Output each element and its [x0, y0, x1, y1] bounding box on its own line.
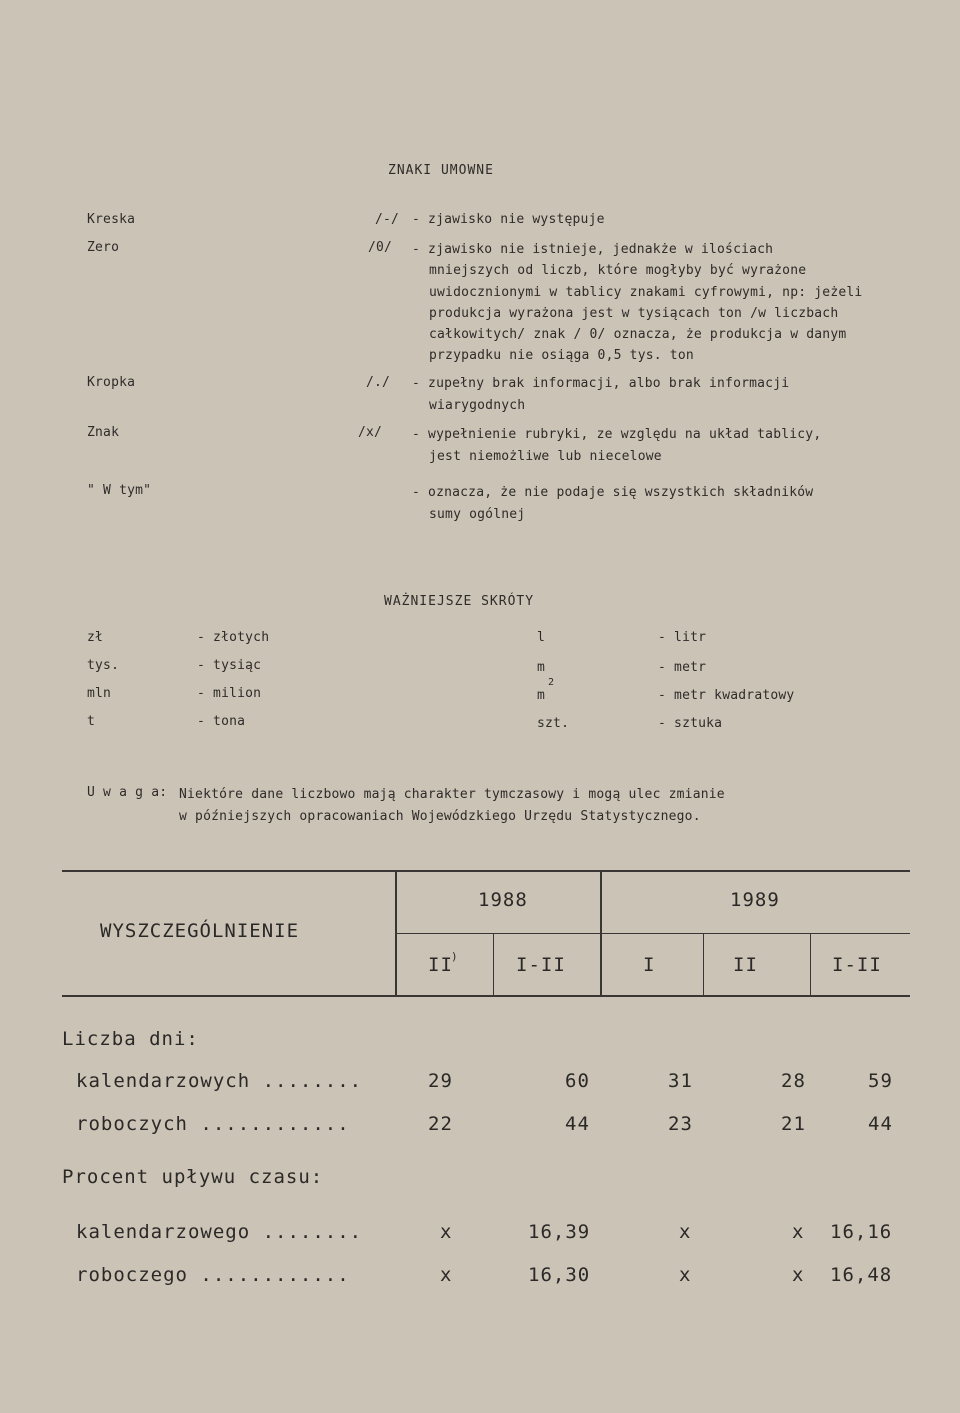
symbol-desc: przypadku nie osiąga 0,5 tys. ton: [429, 348, 694, 363]
symbol-name: Kreska: [87, 212, 136, 227]
period-footnote-mark: ): [451, 950, 458, 963]
table-cell: 59: [868, 1070, 893, 1092]
table-cell: 23: [668, 1113, 693, 1135]
abbr-superscript: 2: [548, 677, 555, 688]
period-header: I: [643, 954, 656, 976]
symbol-desc: - wypełnienie rubryki, ze względu na układ tablicy,: [412, 427, 822, 442]
abbr: l: [537, 630, 546, 645]
table-divider: [493, 934, 494, 996]
abbr-meaning: - metr: [658, 660, 707, 675]
note-line-2: w późniejszych opracowaniach Wojewódzkiego Urzędu Statystycznego.: [179, 809, 701, 824]
table-divider: [600, 870, 602, 996]
abbr-meaning: - metr kwadratowy: [658, 688, 795, 703]
symbol-desc: mniejszych od liczb, które mogłyby być wyrażone: [429, 263, 807, 278]
symbol-desc: - zjawisko nie występuje: [412, 212, 605, 227]
abbr-meaning: - milion: [197, 686, 262, 701]
symbol-name: Zero: [87, 240, 120, 255]
table-cell: 16,48: [830, 1264, 893, 1286]
note-line-1: Niektóre dane liczbowo mają charakter tymczasowy i mogą ulec zmianie: [179, 787, 725, 802]
row-label: kalendarzowych ........: [76, 1070, 363, 1092]
table-cell: 16,16: [830, 1221, 893, 1243]
symbol-desc: sumy ogólnej: [429, 507, 526, 522]
abbr: m: [537, 660, 546, 675]
table-header-rule: [62, 995, 910, 997]
table-cell: x: [440, 1264, 453, 1286]
abbr-meaning: - tysiąc: [197, 658, 262, 673]
page-title: ZNAKI UMOWNE: [388, 163, 494, 178]
table-cell: 31: [668, 1070, 693, 1092]
symbol-desc: - zjawisko nie istnieje, jednakże w ilościach: [412, 242, 774, 257]
table-cell: 44: [868, 1113, 893, 1135]
year-1988: 1988: [478, 889, 528, 911]
period-header: I-II: [832, 954, 882, 976]
symbol-sign: /x/: [358, 425, 383, 440]
symbol-name: " W tym": [87, 483, 152, 498]
table-year-rule: [395, 933, 910, 934]
table-cell: 60: [565, 1070, 590, 1092]
abbr-meaning: - tona: [197, 714, 246, 729]
symbol-name: Znak: [87, 425, 120, 440]
table-divider: [395, 870, 397, 996]
abbr: m: [537, 688, 546, 703]
period-header: II: [733, 954, 758, 976]
table-header-label: WYSZCZEGÓLNIENIE: [100, 920, 300, 942]
symbol-desc: wiarygodnych: [429, 398, 526, 413]
section-title: Procent upływu czasu:: [62, 1166, 324, 1188]
section-title: Liczba dni:: [62, 1028, 199, 1050]
symbol-name: Kropka: [87, 375, 136, 390]
abbr: tys.: [87, 658, 120, 673]
period-header: I-II: [516, 954, 566, 976]
abbr-meaning: - złotych: [197, 630, 270, 645]
table-cell: x: [440, 1221, 453, 1243]
period-header: II: [428, 954, 453, 976]
table-cell: 16,39: [528, 1221, 591, 1243]
symbol-desc: uwidocznionymi w tablicy znakami cyfrowymi, np: jeżeli: [429, 285, 863, 300]
row-label: kalendarzowego ........: [76, 1221, 363, 1243]
symbol-sign: /-/: [375, 212, 400, 227]
symbol-desc: - oznacza, że nie podaje się wszystkich składników: [412, 485, 814, 500]
table-divider: [703, 934, 704, 996]
table-divider: [810, 934, 811, 996]
table-cell: x: [679, 1264, 692, 1286]
table-cell: x: [679, 1221, 692, 1243]
abbreviations-title: WAŻNIEJSZE SKRÓTY: [384, 594, 535, 609]
symbol-desc: jest niemożliwe lub niecelowe: [429, 449, 662, 464]
year-1989: 1989: [730, 889, 780, 911]
table-cell: 29: [428, 1070, 453, 1092]
table-cell: 16,30: [528, 1264, 591, 1286]
table-cell: x: [792, 1221, 805, 1243]
row-label: roboczych ............: [76, 1113, 350, 1135]
table-cell: 21: [781, 1113, 806, 1135]
table-cell: x: [792, 1264, 805, 1286]
symbol-sign: /0/: [368, 240, 393, 255]
note-label: U w a g a:: [87, 785, 168, 800]
symbol-desc: całkowitych/ znak / 0/ oznacza, że produkcja w danym: [429, 327, 847, 342]
symbol-desc: - zupełny brak informacji, albo brak informacji: [412, 376, 790, 391]
table-cell: 22: [428, 1113, 453, 1135]
table-top-rule: [62, 870, 910, 872]
abbr: t: [87, 714, 96, 729]
abbr-meaning: - sztuka: [658, 716, 723, 731]
abbr: mln: [87, 686, 112, 701]
table-cell: 44: [565, 1113, 590, 1135]
symbol-desc: produkcja wyrażona jest w tysiącach ton /w liczbach: [429, 306, 839, 321]
table-cell: 28: [781, 1070, 806, 1092]
abbr-meaning: - litr: [658, 630, 707, 645]
abbr: szt.: [537, 716, 570, 731]
symbol-sign: /./: [366, 375, 391, 390]
abbr: zł: [87, 630, 104, 645]
row-label: roboczego ............: [76, 1264, 350, 1286]
